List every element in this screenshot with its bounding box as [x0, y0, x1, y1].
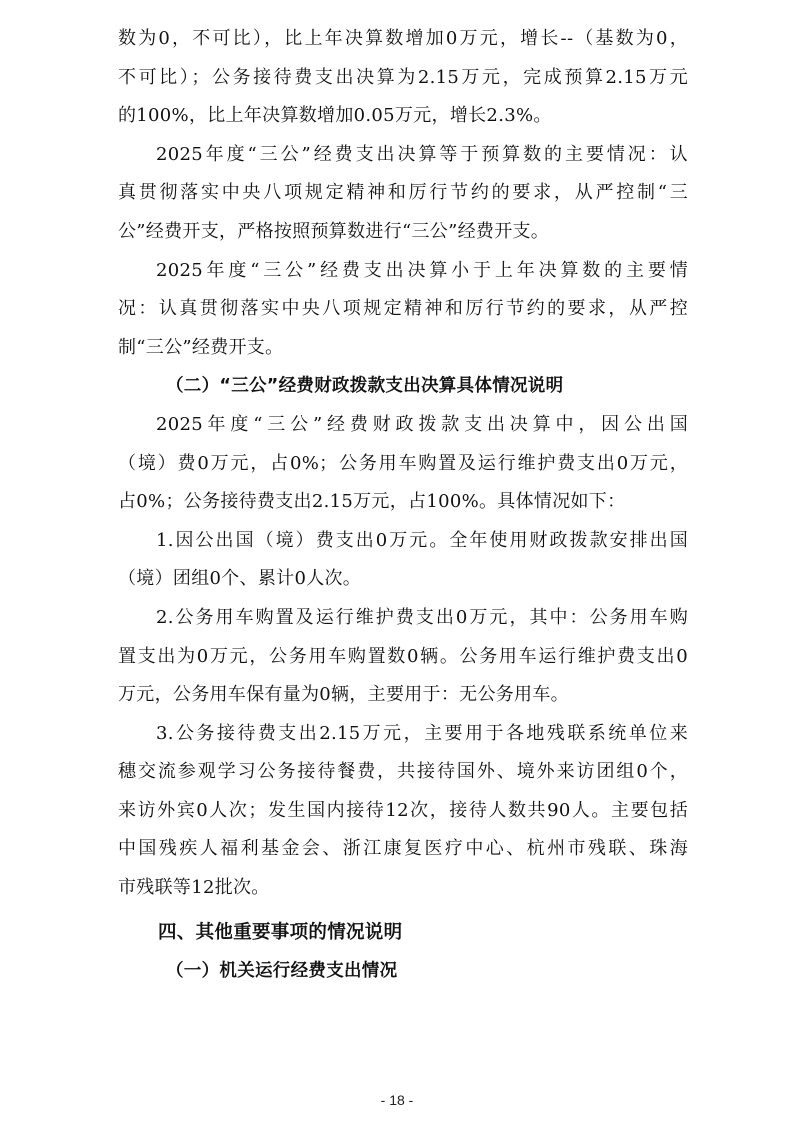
paragraph-line: 置支出为0万元，公务用车购置数0辆。公务用车运行维护费支出0 [118, 645, 688, 667]
paragraph-line: 2025年度“三公”经费支出决算小于上年决算数的主要情 [156, 259, 688, 281]
paragraph-line: 数为0，不可比），比上年决算数增加0万元，增长--（基数为0， [118, 28, 688, 49]
paragraph-line: 占0%；公务接待费支出2.15万元，占100%。具体情况如下： [118, 491, 626, 513]
paragraph-line: 来访外宾0人次；发生国内接待12次，接待人数共90人。主要包括 [118, 799, 688, 821]
paragraph-line: 制“三公”经费开支。 [118, 336, 284, 358]
paragraph-line: 真贯彻落实中央八项规定精神和厉行节约的要求，从严控制“三 [118, 182, 688, 204]
paragraph-line: 穗交流参观学习公务接待餐费，共接待国外、境外来访团组0个， [118, 761, 688, 783]
document-body [118, 20, 688, 991]
paragraph-line: 的100%，比上年决算数增加0.05万元，增长2.3%。 [118, 105, 552, 127]
paragraph-line: 中国残疾人福利基金会、浙江康复医疗中心、杭州市残联、珠海 [118, 838, 688, 860]
chapter-heading: 四、其他重要事项的情况说明 [158, 921, 403, 943]
paragraph-line: 2025年度“三公”经费支出决算等于预算数的主要情况：认 [156, 143, 688, 165]
page-number: - 18 - [380, 1092, 414, 1108]
section-heading: （一）机关运行经费支出情况 [166, 961, 398, 982]
paragraph-line: 市残联等12批次。 [118, 877, 270, 899]
paragraph-line: 2.公务用车购置及运行维护费支出0万元，其中：公务用车购 [156, 606, 688, 628]
paragraph-line: 3.公务接待费支出2.15万元，主要用于各地残联系统单位来 [156, 722, 688, 744]
paragraph-line: （境）费0万元，占0%；公务用车购置及运行维护费支出0万元， [118, 452, 688, 474]
section-heading: （二）“三公”经费财政拨款支出决算具体情况说明 [166, 376, 564, 397]
paragraph-line: 公”经费开支，严格按照预算数进行“三公”经费开支。 [118, 220, 550, 242]
paragraph-line: 况：认真贯彻落实中央八项规定精神和厉行节约的要求，从严控 [118, 298, 688, 320]
paragraph-line: 不可比）；公务接待费支出决算为2.15万元，完成预算2.15万元 [118, 66, 688, 88]
paragraph-line: （境）团组0个、累计0人次。 [118, 568, 362, 590]
paragraph-line: 1.因公出国（境）费支出0万元。全年使用财政拨款安排出国 [156, 529, 688, 551]
paragraph-line: 2025年度“三公”经费财政拨款支出决算中，因公出国 [156, 413, 688, 435]
paragraph-line: 万元，公务用车保有量为0辆，主要用于：无公务用车。 [118, 684, 569, 706]
